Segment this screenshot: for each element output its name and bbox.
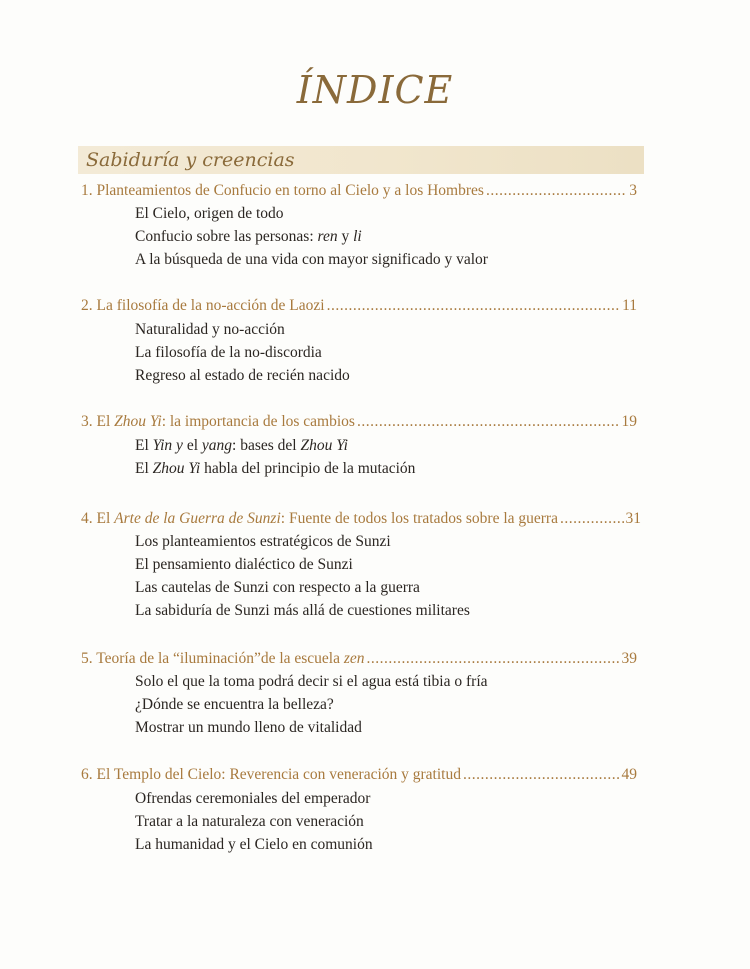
subtopic: Naturalidad y no-acción — [135, 321, 285, 338]
chapter-3-entry[interactable] — [81, 412, 637, 432]
page-number: 3 — [629, 182, 637, 199]
page-number: 39 — [621, 650, 637, 667]
leader-dots — [357, 412, 620, 432]
chapter-title: 2. La filosofía de la no-acción de Laozi — [81, 297, 325, 314]
subtopic: Tratar a la naturaleza con veneración — [135, 813, 364, 830]
leader-dots — [486, 181, 627, 201]
page-number: 49 — [621, 766, 637, 783]
subtopic: La sabiduría de Sunzi más allá de cuestiones militares — [135, 602, 470, 619]
subtopic: Los planteamientos estratégicos de Sunzi — [135, 533, 391, 550]
chapter-title: 6. El Templo del Cielo: Reverencia con veneración y gratitud — [81, 766, 461, 783]
subtopic: El Yin y el yang: bases del Zhou Yi — [135, 437, 348, 454]
subtopic: Ofrendas ceremoniales del emperador — [135, 790, 371, 807]
page-number: 31 — [625, 510, 641, 527]
leader-dots — [560, 509, 624, 529]
chapter-5-entry[interactable] — [81, 649, 637, 669]
page-number: 19 — [621, 413, 637, 430]
page-title: ÍNDICE — [296, 68, 454, 112]
subtopic: A la búsqueda de una vida con mayor significado y valor — [135, 251, 488, 268]
subtopic: Solo el que la toma podrá decir si el agua está tibia o fría — [135, 673, 488, 690]
subtopic: La filosofía de la no-discordia — [135, 344, 322, 361]
subtopic: El Cielo, origen de todo — [135, 205, 284, 222]
subtopic: Regreso al estado de recién nacido — [135, 367, 350, 384]
leader-dots — [367, 649, 620, 669]
page-number: 11 — [622, 297, 637, 314]
subtopic: La humanidad y el Cielo en comunión — [135, 836, 373, 853]
chapter-title: 1. Planteamientos de Confucio en torno al Cielo y a los Hombres — [81, 182, 484, 199]
leader-dots — [327, 296, 620, 316]
subtopic: Mostrar un mundo lleno de vitalidad — [135, 719, 362, 736]
chapter-title: 5. Teoría de la “iluminación”de la escuela zen — [81, 650, 365, 667]
chapter-2-entry[interactable] — [81, 296, 637, 316]
section-heading: Sabiduría y creencias — [86, 149, 295, 171]
subtopic: El Zhou Yi habla del principio de la mutación — [135, 460, 416, 477]
chapter-title: 4. El Arte de la Guerra de Sunzi: Fuente de todos los tratados sobre la guerra — [81, 510, 558, 527]
chapter-4-entry[interactable] — [81, 509, 641, 529]
chapter-1-entry[interactable] — [81, 181, 637, 201]
subtopic: Confucio sobre las personas: ren y li — [135, 228, 362, 245]
subtopic: El pensamiento dialéctico de Sunzi — [135, 556, 353, 573]
chapter-6-entry[interactable] — [81, 765, 637, 785]
leader-dots — [463, 765, 620, 785]
subtopic: Las cautelas de Sunzi con respecto a la guerra — [135, 579, 420, 596]
subtopic: ¿Dónde se encuentra la belleza? — [135, 696, 334, 713]
chapter-title: 3. El Zhou Yi: la importancia de los cambios — [81, 413, 355, 430]
